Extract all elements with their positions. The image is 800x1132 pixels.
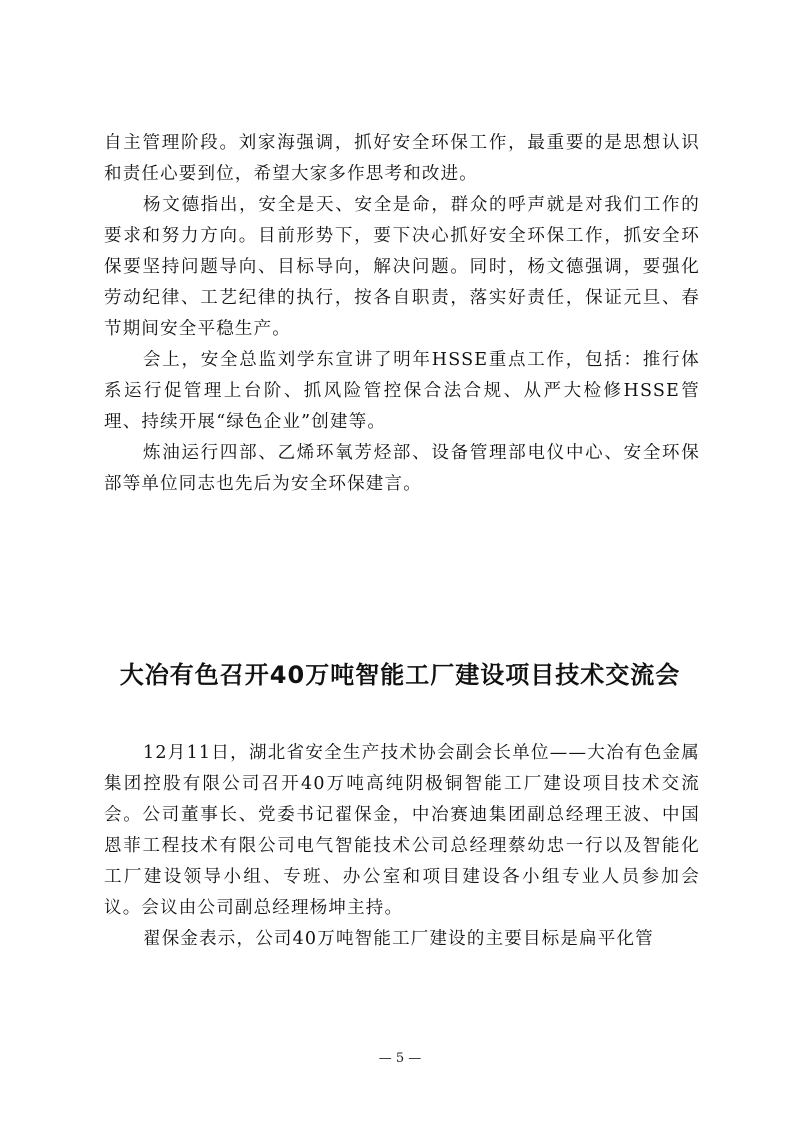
paragraph-goal: 翟保金表示，公司40万吨智能工厂建设的主要目标是扁平化管	[143, 929, 654, 949]
paragraph-meeting-intro: 12月11日，湖北省安全生产技术协会副会长单位——大冶有色金属集团控股有限公司召开40万吨高纯阴极铜智能工厂建设项目技术交流会。公司董事长、党委书记翟保金，中冶赛迪集团副总经理王波、中国恩菲工程技术有限公司电气智能技术公司总经理蔡幼忠一行以及智能化工厂建设领导小组、专班、办公室和项目建设各小组专业人员参加会议。会议由公司副总经理杨坤主持。	[104, 743, 700, 918]
section-title: 大冶有色召开40万吨智能工厂建设项目技术交流会	[119, 661, 681, 689]
article-body	[104, 738, 700, 955]
paragraph-departments: 炼油运行四部、乙烯环氧芳烃部、设备管理部电仪中心、安全环保部等单位同志也先后为安全环保建言。	[104, 443, 700, 494]
paragraph-yang-wende: 杨文德指出，安全是天、安全是命，群众的呼声就是对我们工作的要求和努力方向。目前形势下，要下决心抓好安全环保工作，抓安全环保要坚持问题导向、目标导向，解决问题。同时，杨文德强调，要强化劳动纪律、工艺纪律的执行，按各自职责，落实好责任，保证元旦、春节期间安全平稳生产。	[104, 195, 700, 339]
article-continuation	[104, 128, 700, 500]
paragraph-hsse-work: 会上，安全总监刘学东宣讲了明年HSSE重点工作，包括：推行体系运行促管理上台阶、抓风险管控保合法合规、从严大检修HSSE管理、持续开展“绿色企业”创建等。	[104, 350, 700, 432]
paragraph-continuation: 自主管理阶段。刘家海强调，抓好安全环保工作，最重要的是思想认识和责任心要到位，希望大家多作思考和改进。	[104, 133, 700, 184]
page-number: — 5 —	[378, 1051, 422, 1066]
